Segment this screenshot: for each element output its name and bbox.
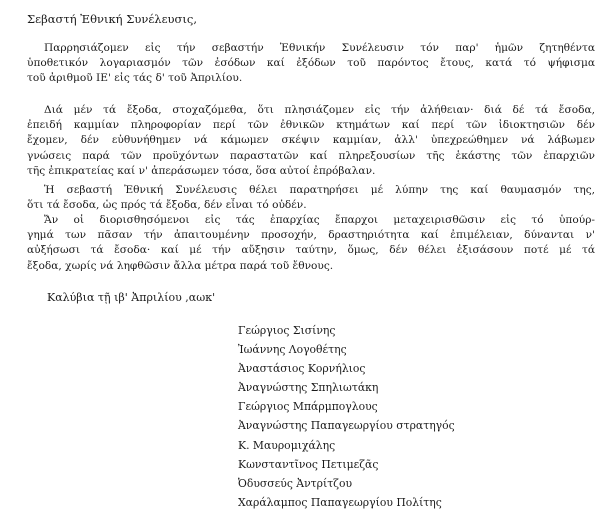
paragraph-line: τῆς ἐπικρατείας καί ν' ἀπεράσωμεν τόσα, ὅσα αὐτοί ἐπρόβαλαν. — [27, 164, 376, 177]
paragraph-line: ὑποθετικόν λογαριασμόν τῶν ἐσόδων καί ἐξόδων τοῦ παρόντος ἔτους, κατά τό ψήφισμα — [27, 57, 595, 70]
signatory-list — [238, 321, 455, 512]
signatory-name: Ἀναστάσιος Κορνήλιος — [238, 362, 366, 376]
signatory-name: Γεώργιος Σισίνης — [238, 324, 336, 337]
signatory-name: Χαράλαμπος Παπαγεωργίου Πολίτης — [238, 495, 442, 509]
paragraph-line: αὐξήσωσι τά ἔσοδα· καί μέ τήν αὔξησιν ταύτην, ὅμως, δέν θέλει ἐξισάσουν ποτέ μέ τά — [27, 244, 595, 257]
paragraph-1 — [27, 41, 595, 87]
signatory-name: Κ. Μαυρομιχάλης — [238, 438, 336, 452]
paragraph-line: τοῦ ἀριθμοῦ ΙΕ' εἰς τάς δ' τοῦ Ἀπριλίου. — [27, 72, 243, 85]
paragraph-line: ἔχομεν, δέν εὐθυνήθημεν νά κάμωμεν σκέψιν καμμίαν, ἀλλ' ὑπεχρεώθημεν νά λάβωμεν — [27, 134, 595, 147]
paragraph-2 — [27, 103, 595, 179]
signatory-name: Κωνσταντῖνος Πετιμεζᾶς — [238, 457, 379, 471]
paragraph-line: γνώσεις παρά τῶν προϋχόντων παραστατῶν καί πληρεξουσίων τῆς ἑκάστης τῶν ἐπαρχιῶν — [27, 149, 595, 162]
signatory-name: Γεώργιος Μπάρμπογλους — [238, 400, 378, 414]
paragraph-line: Ἡ σεβαστή Ἐθνική Συνέλευσις θέλει παρατηρήσει μέ λύπην της καί θαυμασμόν της, — [44, 184, 595, 196]
paragraph-4 — [27, 213, 595, 274]
paragraph-line: Ἄν οἱ διορισθησόμενοι εἰς τάς ἐπαρχίας ἔπαρχοι μεταχειρισθῶσιν εἰς τό ὑπούρ- — [44, 214, 595, 226]
paragraph-3 — [27, 183, 595, 213]
paragraph-line: Διά μέν τά ἔξοδα, στοχαζόμεθα, ὅτι πλησιάζομεν εἰς τήν ἀλήθειαν· διά δέ τά ἔσοδα, — [44, 104, 595, 116]
paragraph-line: Παρρησιάζομεν εἰς τήν σεβαστήν Ἐθνικήν Συνέλευσιν τόν παρ' ἡμῶν ζητηθέντα — [44, 42, 595, 54]
paragraph-line: γημά των πᾶσαν τήν ἀπαιτουμένην προσοχήν, δραστηριότητα καί ἐπιμέλειαν, δύνανται ν' — [27, 229, 595, 242]
paragraph-line: ὅτι τά ἔσοδα, ὡς πρός τά ἔξοδα, δέν εἶναι τό οὐδέν. — [27, 199, 307, 212]
signatory-name: Ἰωάννης Λογοθέτης — [238, 343, 347, 357]
signatory-name: Ὀδυσσεύς Ἀντρίτζου — [238, 476, 353, 490]
signatory-name: Ἀναγνώστης Παπαγεωργίου στρατηγός — [238, 419, 455, 433]
signatory-name: Ἀναγνώστης Σπηλιωτάκη — [238, 381, 379, 395]
paragraph-line: ἐπειδή καμμίαν πληροφορίαν περί τῶν ἐθνικῶν κτημάτων καί περί τῶν ἰδιοκτησιῶν δέν — [27, 119, 595, 132]
closing-date-place: Καλύβια τῇ ιβ' Ἀπριλίου ,αωκ' — [47, 291, 216, 304]
paragraph-line: ἔξοδα, χωρίς νά ληφθῶσιν ἄλλα μέτρα παρά τοῦ ἔθνους. — [27, 259, 334, 272]
salutation: Σεβαστή Ἐθνική Συνέλευσις, — [27, 12, 197, 26]
